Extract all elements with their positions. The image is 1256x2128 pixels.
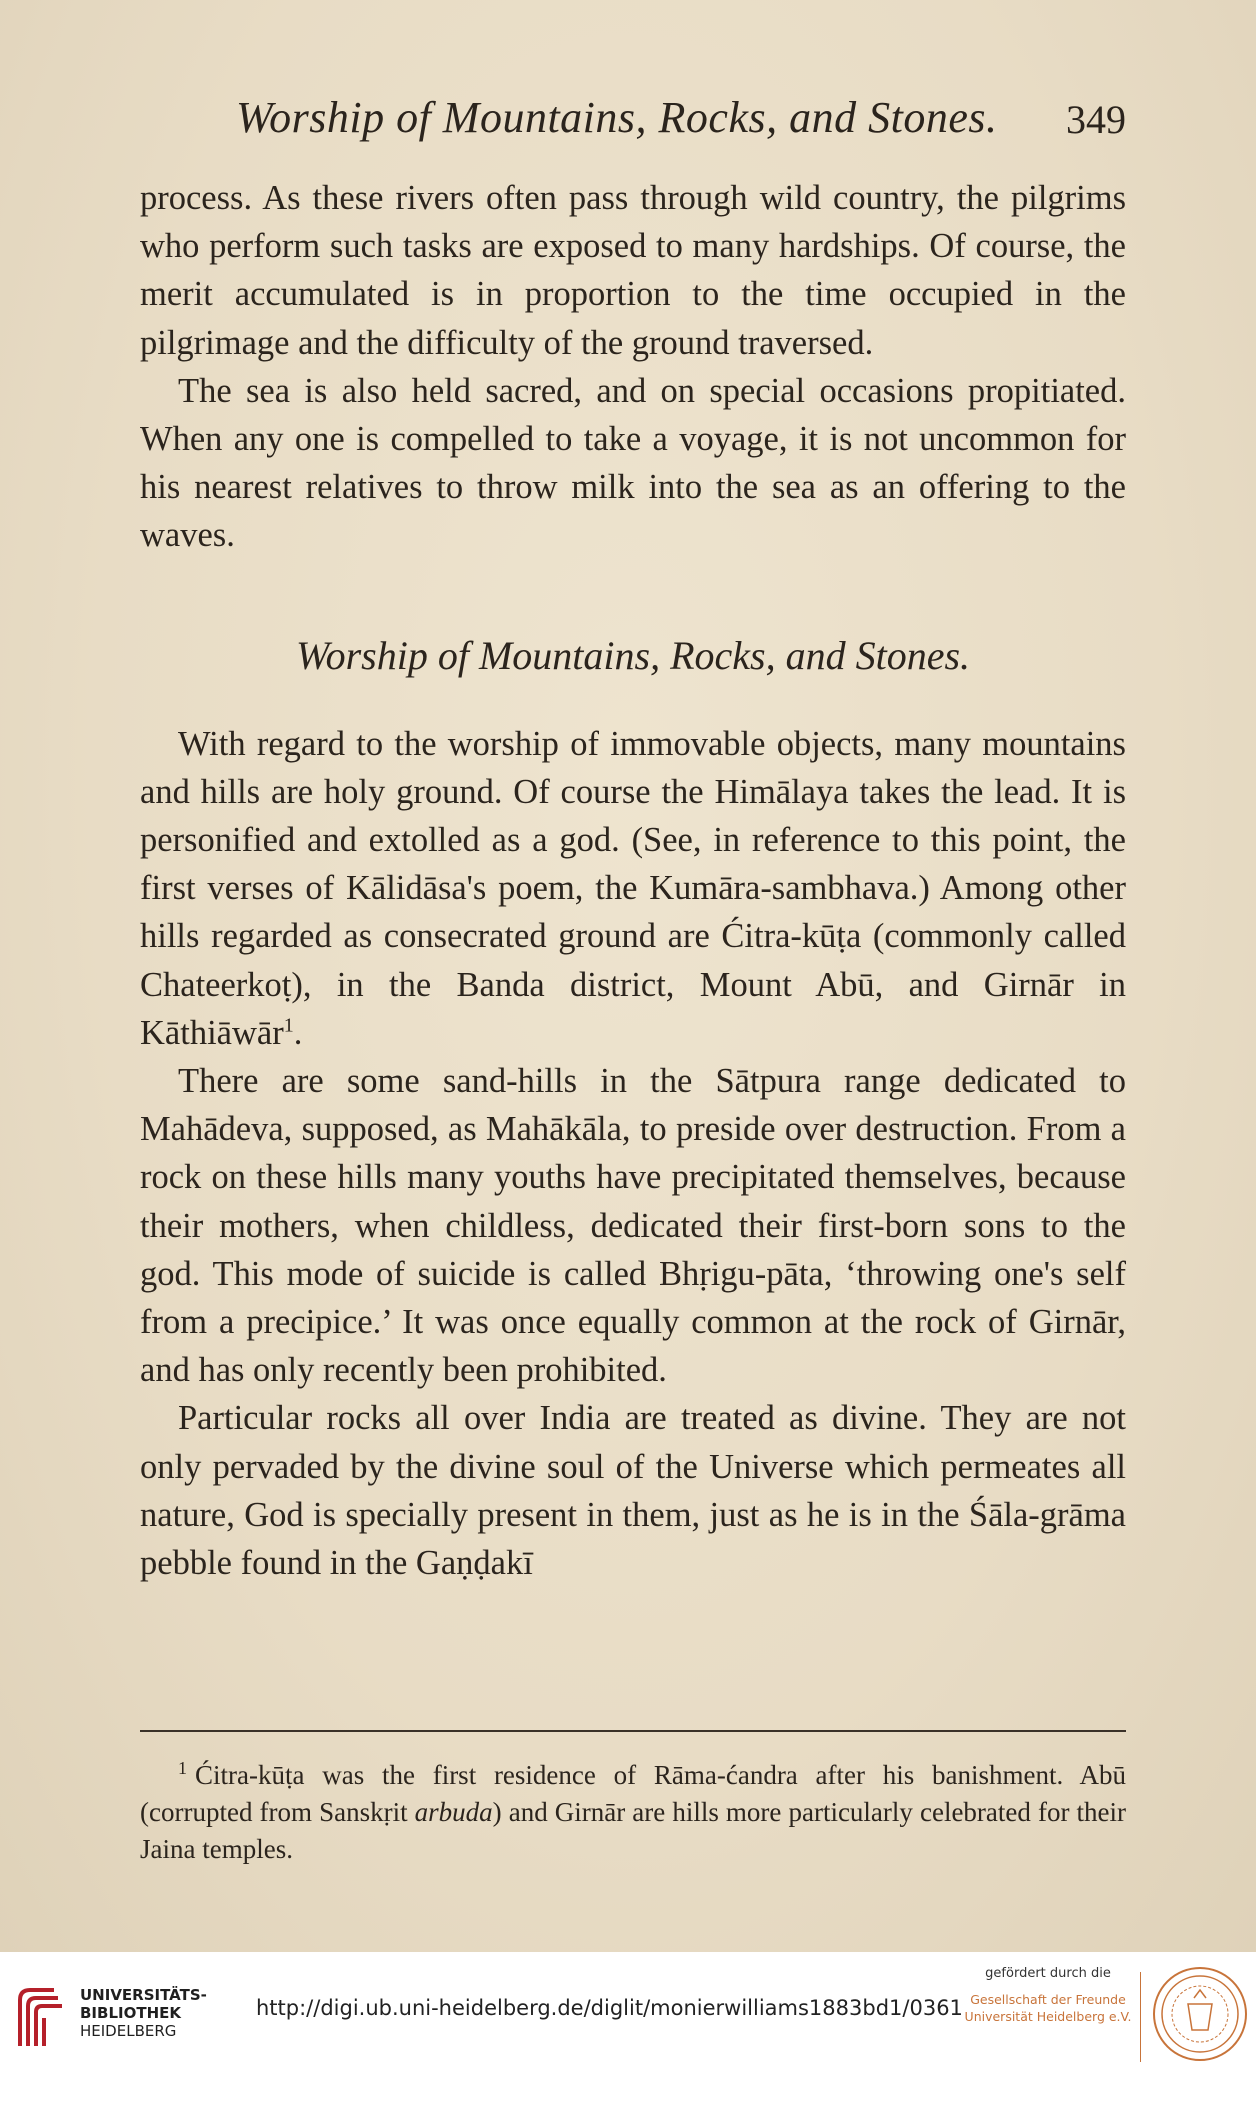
footnote-reference[interactable]: 1 [283,1014,294,1037]
paragraph-4: There are some sand-hills in the Sātpura range dedicated to Mahādeva, supposed, as Mahākāla, to preside over destruction. From a rock on these hills many youths have precipitated themselves, because their mothers, when childless, dedicated their first-born sons to the god. This mode of suicide is called Bhṛigu-pāta, ‘throwing one's self from a precipice.’ It was once equally common at the rock of Girnār, and has only recently been prohibited. [140,1062,1126,1390]
library-name [80,1986,207,2040]
footnote-marker: 1 [178,1758,187,1778]
section-heading: Worship of Mountains, Rocks, and Stones. [295,632,971,678]
university-seal-icon[interactable] [1150,1964,1250,2064]
paragraph-1: process. As these rivers often pass through wild country, the pilgrims who perform such tasks are exposed to many hardships. Of course, the merit accumulated is in proportion to the time occupied in the pilgrimage and the difficulty of the ground traversed. [140,179,1126,362]
footnote-rule [140,1730,1126,1732]
footnote [140,1750,1126,1868]
paragraph-3-text: With regard to the worship of immovable objects, many mountains and hills are holy ground. Of course the Himālaya takes the lead. It is personified and extolled as a god. (See, in reference to this point, the first verses of Kālidāsa's poem, the Kumāra-sambhava.) Among other hills regarded as consecrated ground are Ćitra-kūṭa (commonly called Chateerkoṭ), in the Banda district, Mount Abū, and Girnār in Kāthiāwār [140,724,1126,1052]
paragraph-5: Particular rocks all over India are treated as divine. They are not only pervaded by the divine soul of the Universe which permeates all nature, God is specially present in them, just as he is in the Śāla-grāma pebble found in the Gaṇḍakī [140,1399,1126,1583]
permalink-url[interactable]: http://digi.ub.uni-heidelberg.de/diglit/monierwilliams1883bd1/0361 [256,1996,963,2020]
running-title: Worship of Mountains, Rocks, and Stones. [236,93,998,142]
footnote-text-a: Ćitra-kūṭa was the first residence of Rāma-ćandra after his banishment. Abū (corrupted from Sanskṛit [140,1760,1126,1827]
page-number: 349 [1066,97,1126,142]
library-line-3: HEIDELBERG [80,2022,177,2040]
sponsor-divider [1140,1972,1141,2062]
university-library-logo-icon[interactable] [14,1982,70,2052]
body-text [140,174,1126,1587]
sponsor-line-2: Universität Heidelberg e.V. [964,2009,1132,2024]
paragraph-3 [140,720,1126,1057]
sponsor-block [964,1966,1132,2025]
footnote-italic: arbuda [414,1797,493,1827]
library-line-1: UNIVERSITÄTS- [80,1986,207,2004]
sponsor-by: gefördert durch die [985,1966,1111,1981]
library-line-2: BIBLIOTHEK [80,2004,181,2022]
running-head [140,92,1126,152]
sponsor-line-1: Gesellschaft der Freunde [970,1992,1126,2007]
footnote-text-b: ) and Girnār are hills more particularly celebrated for their Jaina temples. [140,1797,1126,1864]
paragraph-2: The sea is also held sacred, and on special occasions propitiated. When any one is compelled to take a voyage, it is not uncommon for his nearest relatives to throw milk into the sea as an offering to the waves. [140,371,1126,555]
paragraph-3-end: . [293,1013,303,1052]
footer-bar [0,1952,1256,2128]
